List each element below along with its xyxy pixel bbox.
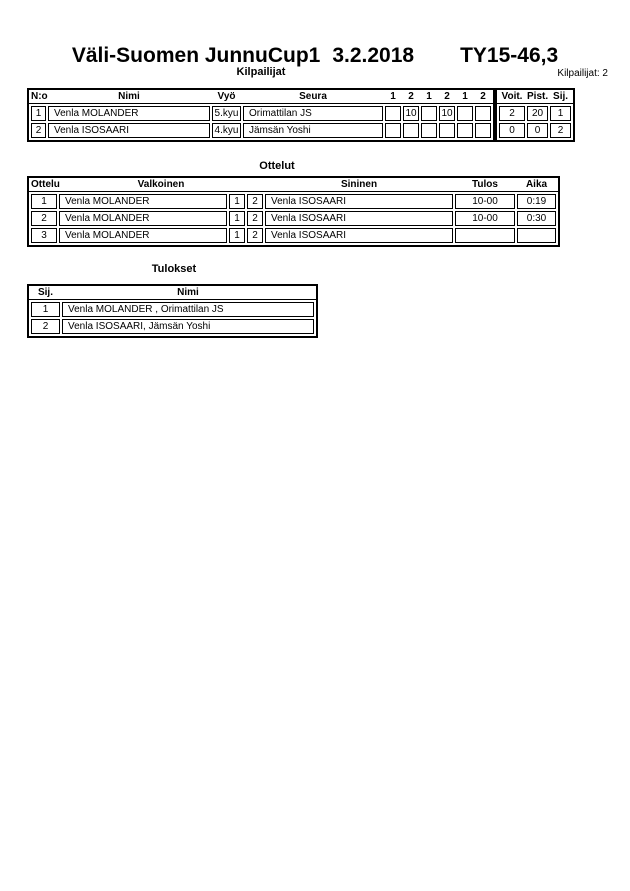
competitor-row (31, 106, 491, 121)
col-header-white: Valkoinen (137, 178, 185, 190)
white-number: 1 (229, 228, 245, 243)
col-header-club: Seura (299, 90, 327, 102)
points-value: 20 (527, 106, 548, 121)
competitor-number: 2 (31, 123, 46, 138)
matches-table-body (29, 192, 558, 245)
matches-section-label: Ottelut (259, 160, 295, 172)
result-row (31, 319, 314, 334)
competitor-name: Venla ISOSAARI (48, 123, 210, 138)
competitors-table (27, 88, 495, 142)
white-competitor: Venla MOLANDER (59, 228, 227, 243)
blue-competitor: Venla ISOSAARI (265, 194, 453, 209)
wins-value: 2 (499, 106, 525, 121)
col-header-place: Sij. (37, 286, 53, 298)
match-row (31, 211, 556, 226)
score-cell (475, 123, 491, 138)
weight-category: TY15-46,3 (460, 44, 559, 67)
match-time (517, 228, 556, 243)
competitors-count: Kilpailijat: 2 (557, 68, 608, 79)
competitors-table-header (29, 90, 493, 104)
points-value: 0 (527, 123, 548, 138)
col-header-round6: 2 (480, 90, 486, 102)
competitors-section-label: Kilpailijat (236, 66, 286, 78)
match-result: 10-00 (455, 211, 515, 226)
competitor-belt: 5.kyu (212, 106, 241, 121)
blue-competitor: Venla ISOSAARI (265, 211, 453, 226)
match-result (455, 228, 515, 243)
results-table (27, 284, 318, 338)
col-header-round5: 1 (462, 90, 468, 102)
result-name: Venla ISOSAARI, Jämsän Yoshi (62, 319, 314, 334)
matches-table (27, 176, 560, 247)
score-cell (421, 106, 437, 121)
white-number: 1 (229, 194, 245, 209)
results-section-label: Tulokset (151, 263, 197, 275)
match-time: 0:19 (517, 194, 556, 209)
score-cell (457, 123, 473, 138)
summary-row (499, 106, 571, 121)
white-number: 1 (229, 211, 245, 226)
col-header-result: Tulos (472, 178, 498, 190)
event-date: 3.2.2018 (332, 44, 415, 67)
score-cell (385, 123, 401, 138)
wins-value: 0 (499, 123, 525, 138)
competitor-name: Venla MOLANDER (48, 106, 210, 121)
results-table-header (29, 286, 316, 300)
col-header-points: Pist. (527, 90, 549, 102)
blue-number: 2 (247, 211, 263, 226)
score-cell (457, 106, 473, 121)
col-header-place: Sij. (553, 90, 569, 102)
white-competitor: Venla MOLANDER (59, 211, 227, 226)
place-value: 2 (550, 123, 571, 138)
score-cell (403, 123, 419, 138)
blue-number: 2 (247, 228, 263, 243)
score-cell (385, 106, 401, 121)
col-header-round1: 1 (390, 90, 396, 102)
competitor-number: 1 (31, 106, 46, 121)
match-number: 1 (31, 194, 57, 209)
competitors-summary-header (497, 90, 573, 104)
competitor-club: Orimattilan JS (243, 106, 383, 121)
match-number: 2 (31, 211, 57, 226)
place-value: 1 (550, 106, 571, 121)
col-header-name: Nimi (118, 90, 140, 102)
score-cell (475, 106, 491, 121)
page-title (0, 44, 630, 68)
competitors-table-body (29, 104, 493, 140)
blue-competitor: Venla ISOSAARI (265, 228, 453, 243)
score-cell (439, 123, 455, 138)
col-header-time: Aika (525, 178, 548, 190)
score-cell: 10 (403, 106, 419, 121)
col-header-blue: Sininen (340, 178, 378, 190)
col-header-match: Ottelu (31, 178, 60, 190)
col-header-belt: Vyö (217, 90, 236, 102)
blue-number: 2 (247, 194, 263, 209)
competitor-row (31, 123, 491, 138)
col-header-round2: 2 (408, 90, 414, 102)
event-name: Väli-Suomen JunnuCup1 (71, 44, 321, 67)
result-place: 1 (31, 302, 60, 317)
col-header-round3: 1 (426, 90, 432, 102)
col-header-wins: Voit. (501, 90, 523, 102)
match-time: 0:30 (517, 211, 556, 226)
result-place: 2 (31, 319, 60, 334)
competitors-summary-body (497, 104, 573, 140)
competitor-club: Jämsän Yoshi (243, 123, 383, 138)
col-header-name: Nimi (177, 286, 199, 298)
result-name: Venla MOLANDER , Orimattilan JS (62, 302, 314, 317)
match-row (31, 194, 556, 209)
score-cell (421, 123, 437, 138)
summary-row (499, 123, 571, 138)
score-cell: 10 (439, 106, 455, 121)
match-row (31, 228, 556, 243)
matches-table-header (29, 178, 558, 192)
competitors-summary-table (495, 88, 575, 142)
col-header-no: N:o (31, 90, 48, 102)
match-number: 3 (31, 228, 57, 243)
competitor-belt: 4.kyu (212, 123, 241, 138)
col-header-round4: 2 (444, 90, 450, 102)
match-result: 10-00 (455, 194, 515, 209)
white-competitor: Venla MOLANDER (59, 194, 227, 209)
results-table-body (29, 300, 316, 336)
result-row (31, 302, 314, 317)
